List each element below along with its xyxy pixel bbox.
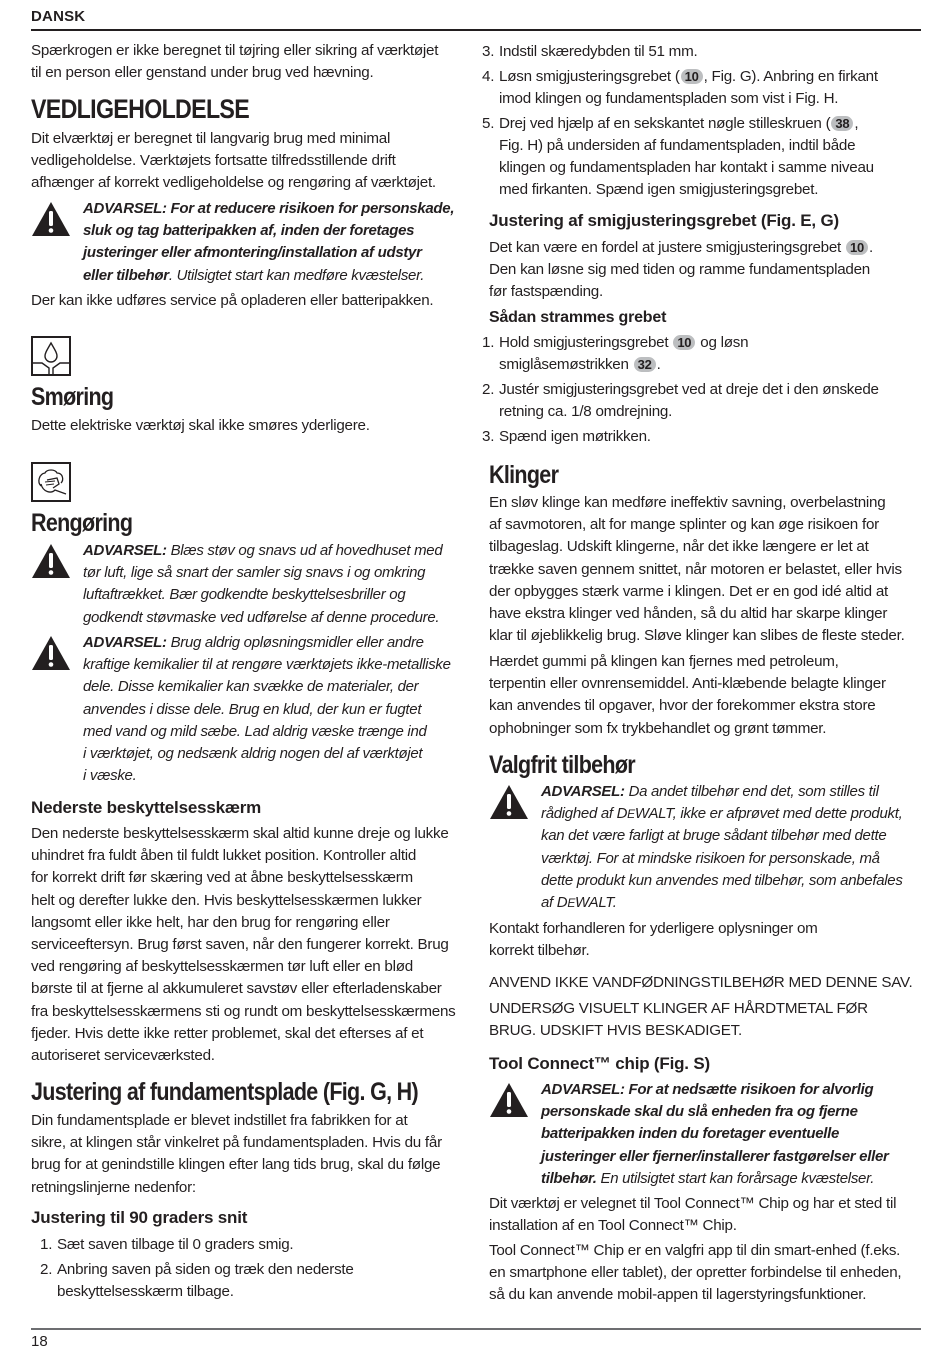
steps-list-90-degree <box>31 1234 476 1306</box>
step-text: med firkanten. Spænd igen smigjusteringsgrebet. <box>499 181 819 199</box>
step-text: Hold smigjusteringsgrebet <box>499 334 673 351</box>
text-line: ved rengøring af beskyttelsesskærmen tør luft eller en blød <box>31 958 413 976</box>
list-item <box>473 41 931 63</box>
step-text: retning ca. 1/8 omdrejning. <box>499 403 673 421</box>
warning-line: tør luft, lige så snart der samler sig snavs i og omkring <box>83 564 426 582</box>
step-text: smiglåsemøstrikken <box>499 356 633 374</box>
step-number: 5. <box>482 114 495 132</box>
subsection-title-90-degree: Justering til 90 graders snit <box>31 1208 248 1227</box>
step-number: 3. <box>482 43 495 60</box>
warning-label: ADVARSEL: <box>541 783 625 800</box>
warning-line: tilbehør. <box>541 1169 597 1187</box>
subsection-title-tighten: Sådan strammes grebet <box>489 309 667 326</box>
list-item <box>473 379 931 423</box>
callout-badge: 10 <box>681 69 703 84</box>
text-line: vedligeholdelse. Værktøjets fortsatte tilfredsstillende drift <box>31 152 396 170</box>
warning-line: kraftige kemikalier til at rengøre værktøjets ikke-metalliske <box>83 656 451 674</box>
warning-line: personskade skal du slå enheden fra og fjerne <box>541 1103 858 1121</box>
lower-guard-paragraph <box>31 823 476 1067</box>
step-text: Løsn smigjusteringsgrebet ( <box>499 67 680 85</box>
caps-warning-water <box>489 972 931 994</box>
subsection-title-bevel-lever: Justering af smigjusteringsgrebet (Fig. E, G) <box>489 211 839 230</box>
text-line: installation af en Tool Connect™ Chip. <box>489 1217 737 1235</box>
warning-line: anvendes i disse dele. Brug en klud, der kun er fugtet <box>83 700 422 718</box>
text-line: for korrekt drift før skæring ved at åbne beskyttelsesskærm <box>31 869 413 887</box>
text-line: Den kan løsne sig med tiden og ramme fundamentspladen <box>489 261 871 279</box>
text-line: brug for at genindstille klingen efter lang tids brug, skal du følge <box>31 1156 441 1174</box>
text-line: serviceeftersyn. Brug først saven, når den fungerer korrekt. Brug <box>31 936 449 954</box>
warning-block-cleaning-1 <box>31 540 476 629</box>
text-line: have ekstra klinger ved hånden, så du altid har skarpe klinger <box>489 605 888 623</box>
step-number: 1. <box>482 334 495 351</box>
warning-label: ADVARSEL: <box>83 634 167 651</box>
step-text: Anbring saven på siden og træk den nederste <box>57 1260 354 1278</box>
blades-paragraph-2 <box>489 651 931 740</box>
warning-triangle-icon <box>31 543 71 579</box>
cleaning-hand-icon <box>31 462 71 502</box>
subsection-title-tool-connect: Tool Connect™ chip (Fig. S) <box>489 1054 710 1073</box>
language-label: DANSK <box>31 8 86 25</box>
step-number: 2. <box>482 380 495 398</box>
text-line: før fastspænding. <box>489 283 603 301</box>
warning-line: kan det være farligt at bruge sådant tilbehør med dette <box>541 827 887 845</box>
warning-line: eller tilbehør <box>83 266 169 284</box>
callout-badge: 32 <box>634 357 656 372</box>
warning-line: luftaftrækket. Bær godkendte beskyttelsesbriller og <box>83 586 406 604</box>
callout-badge: 10 <box>846 240 868 255</box>
text-line: Tool Connect™ Chip er en valgfri app til din smart-enhed (f.eks. <box>489 1242 901 1259</box>
brand-small-cap: E <box>567 896 576 911</box>
step-text: beskyttelsesskærm tilbage. <box>57 1282 234 1300</box>
warning-line: i værktøjet, og nedsænk aldrig nogen del af værktøjet <box>83 745 423 763</box>
section-title-lubrication: Smøring <box>31 383 114 411</box>
text-line: afhænger af korrekt vedligeholdelse og rengøring af værktøjet. <box>31 174 436 192</box>
oil-drop-icon <box>31 336 71 376</box>
list-item <box>473 332 931 376</box>
base-adjust-paragraph <box>31 1110 476 1199</box>
warning-block-accessories <box>489 781 931 914</box>
section-title-accessories: Valgfrit tilbehør <box>489 751 635 779</box>
text-line: . <box>868 239 873 256</box>
text-line: Det kan være en fordel at justere smigjusteringsgrebet <box>489 239 845 256</box>
warning-block-tool-connect <box>489 1079 931 1190</box>
intro-paragraph <box>31 40 476 84</box>
text-line: BRUG. UDSKIFT HVIS BESKADIGET. <box>489 1022 742 1040</box>
text-line: Kontakt forhandleren for yderligere oplysninger om <box>489 920 818 937</box>
page-number: 18 <box>31 1333 48 1350</box>
list-item <box>473 426 931 448</box>
warning-line: batteripakken inden du foretager eventuelle <box>541 1125 840 1143</box>
text-line: til en person eller genstand under brug ved hævning. <box>31 64 374 82</box>
step-text: , Fig. G). Anbring en firkant <box>703 67 878 85</box>
text-line: korrekt tilbehør. <box>489 942 590 960</box>
warning-line: dette produkt kun anvendes med tilbehør, som anbefales <box>541 871 903 889</box>
text-line: fra beskyttelsesskærmens sti og rundt om beskyttelsesskærmens <box>31 1002 456 1020</box>
text-line: fjeder. Hvis dette ikke retter problemet, skal det efterses af et <box>31 1024 424 1042</box>
warning-line: ADVARSEL: For at reducere risikoen for personskade, <box>83 200 455 217</box>
section-title-base-adjust: Justering af fundamentsplade (Fig. G, H) <box>31 1078 418 1106</box>
tool-connect-paragraph-2 <box>489 1240 931 1307</box>
warning-line: justeringer eller fjerner/installerer fastgørelser eller <box>541 1147 889 1165</box>
step-number: 4. <box>482 67 495 85</box>
text-line: kan anvendes til opgaver, hvor der forekommer ekstra store <box>489 697 876 715</box>
warning-line: justeringer eller afmontering/installation af udstyr <box>83 244 422 262</box>
footer-divider <box>31 1328 921 1330</box>
text-line: børste til at fjerne al akkumuleret savstøv eller efterladenskaber <box>31 980 442 998</box>
warning-tail: . Utilsigtet start kan medføre kvæstelser. <box>168 266 425 284</box>
warning-line: ADVARSEL: For at nedsætte risikoen for alvorlig <box>541 1081 874 1098</box>
section-title-blades: Klinger <box>489 461 559 489</box>
header-divider <box>31 29 921 31</box>
warning-tail: En utilsigtet start kan forårsage kvæstelser. <box>596 1169 875 1187</box>
list-item <box>31 1259 476 1303</box>
steps-list-tighten <box>473 332 931 451</box>
text-line: klar til øjeblikkelig brug. Sløve klinger kan slibes de fleste steder. <box>489 627 905 645</box>
text-line: langsomt eller ikke helt, har den brug for rengøring eller <box>31 913 390 931</box>
warning-block-maintenance <box>31 198 476 287</box>
text-line: af savmotoren, alt for mange splinter og kan øge risikoen for <box>489 516 879 534</box>
step-text: , <box>854 114 859 132</box>
step-text: Spænd igen møtrikken. <box>499 427 651 445</box>
warning-line: med vand og mild sæbe. Lad aldrig væske trænge ind <box>83 722 427 740</box>
text-line: Der kan ikke udføres service på opladeren eller batteripakken. <box>31 292 434 309</box>
text-line: Dit elværktøj er beregnet til langvarig brug med minimal <box>31 130 391 147</box>
section-title-cleaning: Rengøring <box>31 509 133 537</box>
step-text: og løsn <box>696 334 749 351</box>
warning-line: Brug aldrig opløsningsmidler eller andre <box>166 634 424 651</box>
text-line: terpentin eller ovnrensemiddel. Anti-klæbende belagte klinger <box>489 675 886 693</box>
step-number: 2. <box>40 1260 53 1278</box>
text-line: Dit værktøj er velegnet til Tool Connect™ Chip og har et sted til <box>489 1195 897 1212</box>
step-text: Sæt saven tilbage til 0 graders smig. <box>57 1236 294 1253</box>
list-item <box>31 1234 476 1256</box>
warning-line: godkendt støvmaske ved udførelse af denne procedure. <box>83 608 440 626</box>
step-text: Fig. H) på undersiden af fundamentspladen, indtil både <box>499 136 856 154</box>
warning-triangle-icon <box>489 784 529 820</box>
text-line: tilbageslag. Udskift klingerne, når det ikke længere er let at <box>489 538 869 556</box>
step-text: Justér smigjusteringsgrebet ved at dreje det i den ønskede <box>499 380 879 398</box>
text-line: UNDERSØG VISUELT KLINGER AF HÅRDTMETAL FØR <box>489 1000 868 1017</box>
contact-paragraph <box>489 918 931 962</box>
list-item <box>473 66 931 110</box>
warning-line: WALT. <box>575 894 617 912</box>
subsection-title-lower-guard: Nederste beskyttelsesskærm <box>31 798 262 817</box>
step-text: imod klingen og fundamentspladen som vist i Fig. H. <box>499 89 839 107</box>
step-text: Indstil skæredybden til 51 mm. <box>499 43 698 60</box>
text-line: en smartphone eller tablet), der opretter forbindelse til enheden, <box>489 1264 902 1282</box>
warning-block-cleaning-2 <box>31 632 476 787</box>
warning-line: i væske. <box>83 767 137 785</box>
text-line: Spærkrogen er ikke beregnet til tøjring eller sikring af værktøjet <box>31 42 439 59</box>
text-line: En sløv klinge kan medføre ineffektiv savning, overbelastning <box>489 494 886 511</box>
text-line: retningslinjerne nedenfor: <box>31 1178 196 1196</box>
text-line: uhindret fra fuldt åben til fuldt lukket position. Kontroller altid <box>31 847 417 865</box>
callout-badge: 10 <box>673 335 695 350</box>
warning-line: Da andet tilbehør end det, som stilles til <box>624 783 879 800</box>
text-line: ophobninger som fx trykbehandlet og grønt tømmer. <box>489 719 827 737</box>
step-number: 1. <box>40 1236 53 1253</box>
service-note <box>31 290 476 312</box>
section-title-maintenance: VEDLIGEHOLDELSE <box>31 94 250 124</box>
brand-small-cap: E <box>627 807 635 822</box>
text-line: trække saven gennem snittet, når motoren er belastet, eller hvis <box>489 560 902 578</box>
warning-triangle-icon <box>31 201 71 237</box>
warning-line: WALT, ikke er afprøvet med dette produkt, <box>634 805 903 823</box>
text-line: autoriseret serviceværksted. <box>31 1047 215 1065</box>
step-number: 3. <box>482 427 495 445</box>
step-text: Drej ved hjælp af en sekskantet nøgle stilleskruen ( <box>499 114 831 132</box>
warning-line: værktøj. For at mindske risikoen for personskade, må <box>541 849 880 867</box>
bevel-lever-paragraph <box>489 237 931 304</box>
warning-line: rådighed af D <box>541 805 628 823</box>
warning-triangle-icon <box>489 1082 529 1118</box>
text-line: så du kan anvende mobil-appen til lagerstyringsfunktioner. <box>489 1286 867 1304</box>
warning-label: ADVARSEL: <box>83 542 167 559</box>
text-line: helt og derefter lukke den. Hvis beskyttelsesskærmen lukker <box>31 891 422 909</box>
warning-triangle-icon <box>31 635 71 671</box>
blades-paragraph-1 <box>489 492 931 647</box>
text-line: Hærdet gummi på klingen kan fjernes med petroleum, <box>489 653 839 670</box>
caps-warning-inspect <box>489 998 931 1042</box>
text-line: der opbygges stærk varme i klingen. Det er en god idé altid at <box>489 582 889 600</box>
warning-line: Blæs støv og snavs ud af hovedhuset med <box>166 542 443 559</box>
text-line: Den nederste beskyttelsesskærm skal altid kunne dreje og lukke <box>31 825 449 842</box>
text-line: ANVEND IKKE VANDFØDNINGSTILBEHØR MED DENNE SAV. <box>489 974 913 991</box>
step-text: klingen og fundamentspladen har kontakt i samme niveau <box>499 159 874 177</box>
tool-connect-paragraph-1 <box>489 1193 931 1237</box>
text-line: sikre, at klingen står vinkelret på fundamentspladen. Hvis du får <box>31 1134 442 1152</box>
maintenance-paragraph <box>31 128 476 195</box>
callout-badge: 38 <box>831 116 853 131</box>
steps-list-continued <box>473 41 931 204</box>
warning-line: sluk og tag batteripakken af, inden der foretages <box>83 222 415 240</box>
warning-line: af D <box>541 894 568 912</box>
text-line: Dette elektriske værktøj skal ikke smøres yderligere. <box>31 417 370 434</box>
warning-line: dele. Disse kemikalier kan svække de materialer, der <box>83 678 419 696</box>
lubrication-paragraph <box>31 415 476 437</box>
step-text: . <box>656 356 661 374</box>
list-item <box>473 113 931 202</box>
text-line: Din fundamentsplade er blevet indstillet fra fabrikken for at <box>31 1112 408 1129</box>
